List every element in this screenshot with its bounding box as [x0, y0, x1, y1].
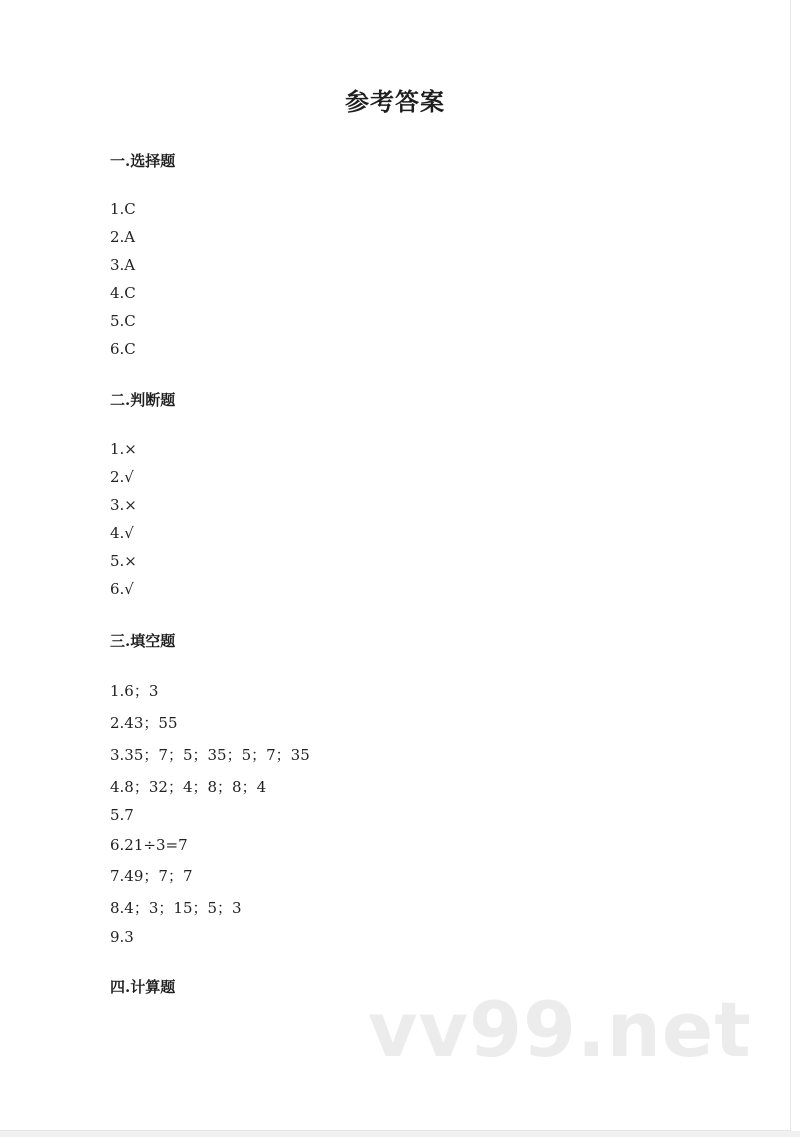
answer-item: 1.6；3 [110, 682, 159, 700]
answer-item: 5.7 [110, 806, 134, 824]
answer-item: 9.3 [110, 928, 134, 946]
answer-item: 2.√ [110, 468, 134, 486]
watermark: vv99.net [368, 985, 752, 1074]
section-heading-judgement: 二.判断题 [110, 391, 176, 409]
answer-item: 8.4；3；15；5；3 [110, 899, 242, 917]
answer-item: 5.C [110, 312, 136, 330]
answer-item: 3.A [110, 256, 136, 274]
answer-item: 6.C [110, 340, 136, 358]
answer-item: 6.21÷3=7 [110, 836, 188, 854]
answer-item: 2.A [110, 228, 136, 246]
answer-item: 6.√ [110, 580, 134, 598]
answer-item: 1.C [110, 200, 136, 218]
section-heading-choice: 一.选择题 [110, 152, 176, 170]
section-heading-fill-in: 三.填空题 [110, 632, 176, 650]
page-bottom-edge [0, 1131, 800, 1137]
answer-item: 5.× [110, 552, 137, 570]
answer-item: 4.C [110, 284, 136, 302]
section-heading-calculation: 四.计算题 [110, 978, 176, 996]
answer-item: 4.√ [110, 524, 134, 542]
answer-item: 7.49；7；7 [110, 867, 193, 885]
page-title: 参考答案 [345, 87, 445, 116]
answer-item: 3.35；7；5；35；5；7；35 [110, 746, 310, 764]
answer-item: 1.× [110, 440, 137, 458]
answer-item: 2.43；55 [110, 714, 178, 732]
answer-item: 4.8；32；4；8；8；4 [110, 778, 267, 796]
answer-item: 3.× [110, 496, 137, 514]
